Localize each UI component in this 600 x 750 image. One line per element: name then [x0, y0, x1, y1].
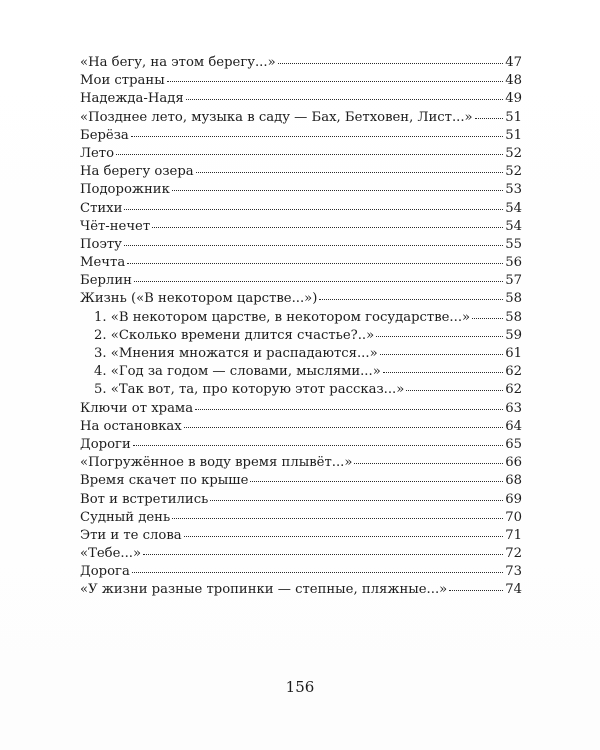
toc-dot-leader: [250, 481, 503, 482]
toc-entry-title: Эти и те слова: [80, 527, 182, 543]
toc-entry: [80, 272, 522, 290]
toc-dot-leader: [134, 281, 503, 282]
toc-entry: [80, 418, 522, 436]
toc-entry-page: 49: [505, 91, 522, 107]
toc-dot-leader: [475, 118, 504, 119]
toc-entry: [80, 109, 522, 127]
toc-dot-leader: [472, 318, 503, 319]
toc-entry: [80, 218, 522, 236]
toc-entry-page: 55: [505, 236, 522, 252]
toc-entry-title: Дорога: [80, 564, 130, 580]
toc-entry-title: Стихи: [80, 200, 123, 216]
toc-entry-page: 53: [505, 182, 522, 198]
toc-entry-page: 63: [505, 400, 522, 416]
toc-dot-leader: [380, 354, 504, 355]
toc-dot-leader: [124, 209, 503, 210]
toc-entry-page: 61: [505, 346, 522, 361]
toc-entry-title: На берегу озера: [80, 164, 194, 180]
toc-dot-leader: [186, 99, 504, 100]
toc-dot-leader: [354, 463, 503, 464]
toc-dot-leader: [449, 590, 503, 591]
toc-entry-title: Берлин: [80, 273, 132, 289]
toc-entry-page: 73: [505, 564, 522, 580]
toc-entry-page: 57: [505, 273, 522, 289]
toc-entry-page: 51: [505, 109, 522, 125]
toc-dot-leader: [278, 63, 504, 64]
toc-dot-leader: [383, 372, 503, 373]
toc-entry-page: 52: [505, 145, 522, 161]
toc-entry-title: «Тебе...»: [80, 546, 142, 562]
toc-subentry: [80, 345, 522, 363]
toc-entry-title: «На бегу, на этом берегу...»: [80, 55, 276, 70]
toc-dot-leader: [210, 500, 503, 501]
toc-entry-page: 62: [505, 364, 522, 380]
toc-entry-page: 58: [505, 309, 522, 325]
toc-entry: [80, 127, 522, 145]
toc-entry-page: 64: [505, 418, 522, 434]
toc-entry: [80, 436, 522, 454]
toc-entry-title: Поэту: [80, 236, 122, 252]
page-number: 156: [285, 678, 315, 696]
toc-dot-leader: [127, 263, 503, 264]
toc-entry-title: Судный день: [80, 509, 171, 525]
toc-entry-title: 3. «Мнения множатся и распадаются...»: [94, 346, 378, 361]
toc-dot-leader: [319, 299, 503, 300]
toc-entry: [80, 400, 522, 418]
toc-dot-leader: [152, 227, 503, 228]
toc-entry-title: Время скачет по крыше: [80, 473, 249, 489]
toc-entry-title: 2. «Сколько времени длится счастье?..»: [94, 327, 375, 343]
toc-subentry: [80, 381, 522, 399]
toc-dot-leader: [184, 536, 504, 537]
toc-entry: [80, 472, 522, 490]
toc-dot-leader: [184, 427, 503, 428]
toc-entry-page: 51: [505, 127, 522, 143]
toc-dot-leader: [195, 409, 503, 410]
toc-entry-title: 4. «Год за годом — словами, мыслями...»: [94, 364, 381, 380]
toc-entry: [80, 491, 522, 509]
toc-entry: [80, 181, 522, 199]
toc-entry: [80, 581, 522, 599]
toc-entry-title: Лето: [80, 145, 115, 161]
toc-entry-title: Дороги: [80, 436, 131, 452]
toc-entry-title: Чёт-нечет: [80, 218, 151, 234]
toc-entry-page: 47: [505, 55, 522, 70]
toc-entry-title: Жизнь («В некотором царстве...»): [80, 291, 318, 307]
toc-dot-leader: [376, 336, 503, 337]
toc-dot-leader: [406, 390, 503, 391]
toc-entry-page: 58: [505, 291, 522, 307]
toc-entry-title: Вот и встретились: [80, 491, 209, 507]
toc-dot-leader: [143, 554, 503, 555]
toc-entry-title: На остановках: [80, 418, 182, 434]
toc-entry-page: 48: [505, 73, 522, 89]
toc-dot-leader: [172, 518, 503, 519]
toc-subentry: [80, 327, 522, 345]
table-of-contents: [80, 54, 522, 600]
toc-entry-page: 74: [505, 582, 522, 598]
toc-entry-title: Мои страны: [80, 73, 165, 89]
toc-dot-leader: [124, 245, 503, 246]
toc-entry-page: 62: [505, 382, 522, 398]
toc-entry: [80, 72, 522, 90]
toc-entry: [80, 290, 522, 308]
toc-subentry: [80, 309, 522, 327]
toc-entry-page: 70: [505, 509, 522, 525]
toc-subentry: [80, 363, 522, 381]
toc-dot-leader: [116, 154, 503, 155]
toc-entry: [80, 236, 522, 254]
toc-entry-page: 65: [505, 436, 522, 452]
toc-entry: [80, 90, 522, 108]
toc-entry: [80, 454, 522, 472]
toc-entry-title: Подорожник: [80, 182, 170, 198]
toc-entry-page: 54: [505, 218, 522, 234]
toc-entry-page: 71: [505, 527, 522, 543]
toc-dot-leader: [132, 572, 503, 573]
toc-entry-title: «У жизни разные тропинки — степные, пляжные...»: [80, 582, 448, 598]
toc-entry-title: Мечта: [80, 255, 126, 271]
toc-entry-page: 59: [505, 327, 522, 343]
toc-entry: [80, 527, 522, 545]
toc-entry: [80, 54, 522, 72]
toc-entry-title: Берёза: [80, 127, 129, 143]
toc-entry-title: 1. «В некотором царстве, в некотором государстве...»: [94, 309, 471, 325]
toc-entry: [80, 545, 522, 563]
toc-dot-leader: [196, 172, 504, 173]
toc-entry-page: 52: [505, 164, 522, 180]
toc-entry-page: 68: [505, 473, 522, 489]
toc-entry-page: 56: [505, 255, 522, 271]
toc-entry: [80, 509, 522, 527]
toc-entry: [80, 563, 522, 581]
toc-dot-leader: [172, 190, 503, 191]
toc-entry: [80, 200, 522, 218]
toc-dot-leader: [131, 136, 503, 137]
toc-entry-title: «Погружённое в воду время плывёт...»: [80, 455, 353, 471]
toc-entry-page: 72: [505, 546, 522, 562]
toc-entry: [80, 254, 522, 272]
toc-entry-title: Надежда-Надя: [80, 91, 184, 107]
toc-entry-title: «Позднее лето, музыка в саду — Бах, Бетховен, Лист...»: [80, 109, 473, 125]
toc-entry-title: Ключи от храма: [80, 400, 194, 416]
toc-entry-page: 66: [505, 455, 522, 471]
toc-entry-page: 69: [505, 491, 522, 507]
toc-entry-page: 54: [505, 200, 522, 216]
toc-dot-leader: [167, 81, 504, 82]
toc-dot-leader: [133, 445, 503, 446]
toc-entry-title: 5. «Так вот, та, про которую этот рассказ...»: [94, 382, 405, 398]
toc-entry: [80, 163, 522, 181]
toc-entry: [80, 145, 522, 163]
